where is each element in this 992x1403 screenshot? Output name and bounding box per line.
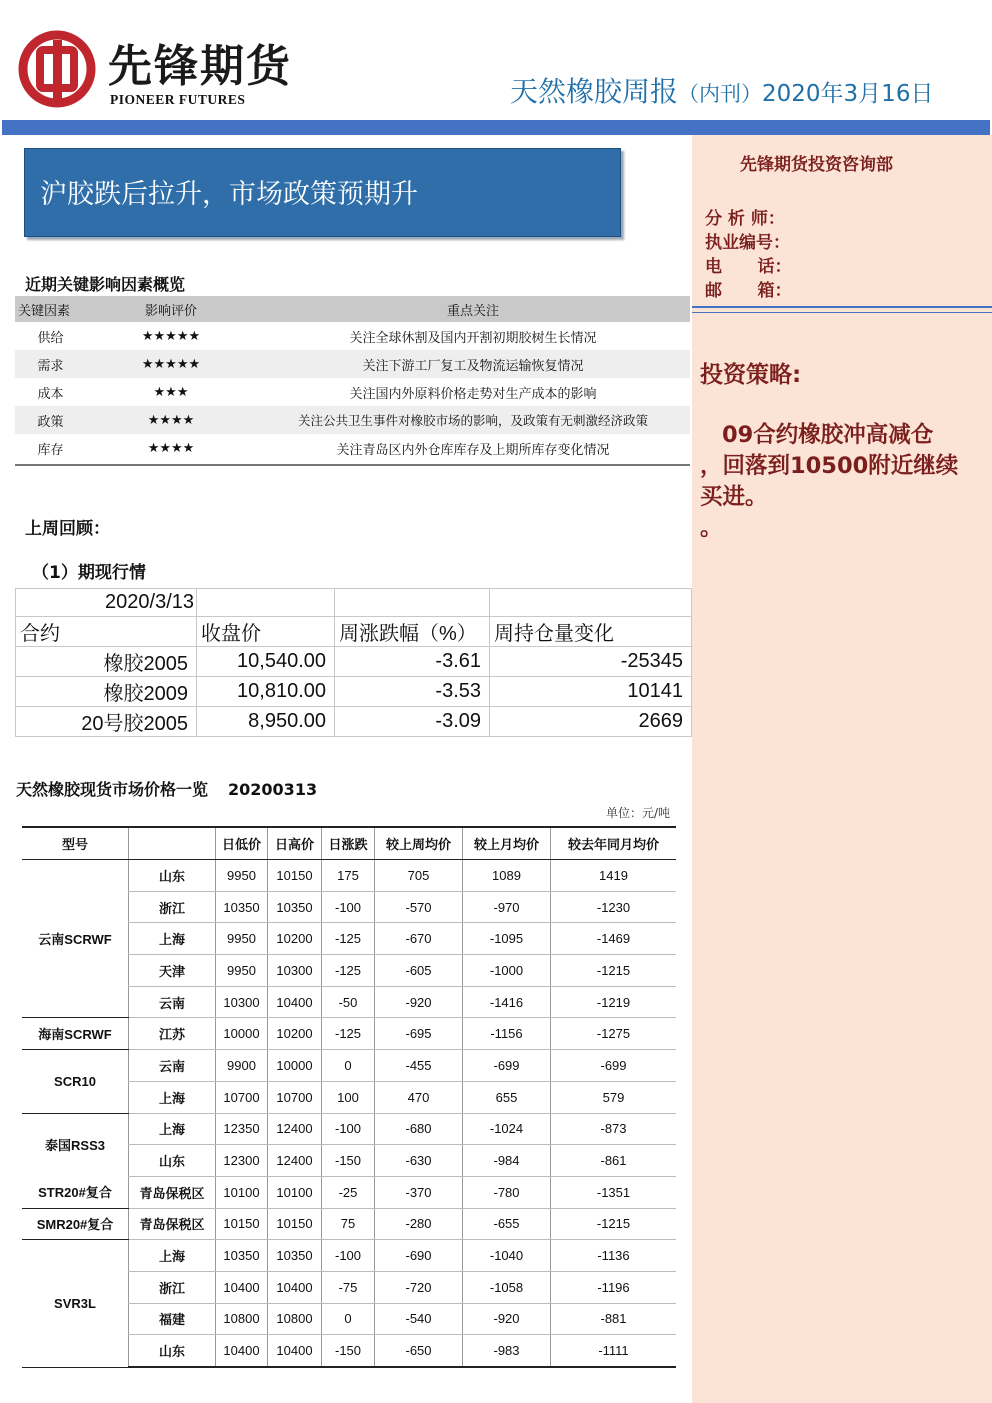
spot-low: 10400: [216, 1335, 268, 1367]
logo-wordmark-en: PIONEER FUTURES: [110, 92, 246, 107]
spot-vs-year: -1111: [551, 1335, 677, 1367]
spot-vs-week: -720: [375, 1271, 463, 1303]
spot-low: 10350: [216, 891, 268, 923]
spot-header-cell: 型号: [22, 827, 129, 860]
spot-change: 75: [322, 1208, 375, 1240]
quotes-date: 2020/3/13: [16, 589, 197, 617]
quotes-row: [16, 647, 692, 677]
spot-location: 青岛保税区: [129, 1176, 216, 1208]
spot-high: 12400: [268, 1113, 322, 1145]
spot-low: 10400: [216, 1271, 268, 1303]
factors-header-cell: 关键因素: [15, 296, 86, 322]
spot-vs-year: -1275: [551, 1018, 677, 1050]
sidebar-divider: [692, 306, 992, 308]
spot-vs-month: -655: [463, 1208, 551, 1240]
spot-change: -150: [322, 1145, 375, 1177]
spot-high: 10800: [268, 1303, 322, 1335]
spot-vs-month: -1416: [463, 986, 551, 1018]
factor-rating: ★★★★★: [141, 328, 201, 344]
quotes-change-pct: -3.61: [335, 647, 490, 677]
spot-vs-month: -1024: [463, 1113, 551, 1145]
spot-vs-year: -873: [551, 1113, 677, 1145]
spot-high: 12400: [268, 1145, 322, 1177]
spot-vs-month: -699: [463, 1050, 551, 1082]
factors-row: [15, 434, 690, 462]
spot-vs-week: -680: [375, 1113, 463, 1145]
spot-high: 10400: [268, 986, 322, 1018]
spot-change: -125: [322, 923, 375, 955]
spot-vs-week: -370: [375, 1176, 463, 1208]
spot-vs-week: 470: [375, 1081, 463, 1113]
spot-header-cell: 日低价: [216, 827, 268, 860]
factor-focus: 关注全球休割及国内开割初期胶树生长情况: [349, 330, 597, 346]
spot-location: 上海: [129, 923, 216, 955]
strategy-line: 。: [700, 515, 723, 541]
spot-change: 0: [322, 1303, 375, 1335]
strategy-line: 买进。: [700, 484, 768, 510]
spot-vs-week: -650: [375, 1335, 463, 1367]
factor-rating: ★★★★★: [86, 350, 256, 378]
spot-location: 天津: [129, 955, 216, 987]
quotes-oi-change: -25345: [490, 647, 692, 677]
spot-row: [22, 1208, 676, 1240]
quotes-empty-cell: [335, 589, 490, 617]
spot-vs-month: -920: [463, 1303, 551, 1335]
factor-rating: ★★★★: [86, 406, 256, 434]
spot-vs-year: -1351: [551, 1176, 677, 1208]
quotes-change-pct: -3.09: [335, 707, 490, 737]
factor-name: 需求: [15, 350, 86, 378]
spot-low: 10300: [216, 986, 268, 1018]
spot-change: -100: [322, 891, 375, 923]
spot-low: 10000: [216, 1018, 268, 1050]
spot-vs-week: 705: [375, 860, 463, 892]
spot-row: [22, 1176, 676, 1208]
factors-table: [15, 296, 690, 462]
spot-unit-label: 单位：元/吨: [606, 806, 671, 820]
quotes-close: 10,540.00: [197, 647, 335, 677]
spot-vs-month: 655: [463, 1081, 551, 1113]
quotes-oi-change: 2669: [490, 707, 692, 737]
spot-vs-week: -605: [375, 955, 463, 987]
spot-grade: SMR20#复合: [22, 1208, 129, 1240]
spot-high: 10000: [268, 1050, 322, 1082]
spot-change: -125: [322, 955, 375, 987]
spot-high: 10400: [268, 1271, 322, 1303]
quotes-table: [15, 588, 692, 737]
spot-vs-year: -1136: [551, 1240, 677, 1272]
spot-low: 9900: [216, 1050, 268, 1082]
spot-vs-month: -1040: [463, 1240, 551, 1272]
factors-row: [15, 406, 690, 434]
spot-low: 9950: [216, 860, 268, 892]
spot-low: 9950: [216, 955, 268, 987]
spot-change: -75: [322, 1271, 375, 1303]
strategy-line: 09合约橡胶冲高减仓: [722, 422, 934, 448]
spot-vs-month: -984: [463, 1145, 551, 1177]
spot-change: -150: [322, 1335, 375, 1367]
spot-change: -100: [322, 1113, 375, 1145]
department-name: 先锋期货投资咨询部: [740, 155, 893, 175]
spot-vs-year: -1196: [551, 1271, 677, 1303]
spot-vs-month: -983: [463, 1335, 551, 1367]
spot-grade: 泰国RSS3: [45, 1138, 105, 1154]
spot-vs-year: -1215: [551, 955, 677, 987]
factors-title: 近期关键影响因素概览: [25, 275, 186, 294]
factor-rating: ★★★★: [147, 440, 195, 456]
report-title-sub: （内刊）: [678, 82, 763, 106]
spot-change: 0: [322, 1050, 375, 1082]
quotes-date-row: [16, 589, 692, 617]
spot-header-row: [22, 827, 676, 860]
factors-header-cell: 重点关注: [256, 296, 690, 322]
quotes-contract: 橡胶2005: [16, 647, 197, 677]
spot-header-cell: 日涨跌: [322, 827, 375, 860]
spot-location: 浙江: [129, 891, 216, 923]
factor-name: 成本: [37, 386, 64, 402]
spot-location: 浙江: [129, 1271, 216, 1303]
quotes-header-cell: 周持仓量变化: [490, 617, 692, 647]
quotes-empty-cell: [197, 589, 335, 617]
factor-focus: 关注公共卫生事件对橡胶市场的影响，及政策有无刺激经济政策: [256, 406, 690, 434]
factor-name: 政策: [15, 406, 86, 434]
spot-change: -25: [322, 1176, 375, 1208]
spot-row: [22, 860, 676, 892]
quotes-oi-change: 10141: [490, 677, 692, 707]
spot-header-cell: 较上月均价: [463, 827, 551, 860]
strategy-heading: 投资策略:: [700, 362, 802, 388]
spot-header-cell: 较上周均价: [375, 827, 463, 860]
spot-header-cell: 日高价: [268, 827, 322, 860]
spot-title: [16, 777, 317, 800]
spot-row: [22, 1018, 676, 1050]
spot-high: 10200: [268, 1018, 322, 1050]
quotes-change-pct: -3.53: [335, 677, 490, 707]
headline-text: 沪胶跌后拉升，市场政策预期升: [40, 179, 418, 210]
spot-vs-year: 1419: [551, 860, 677, 892]
spot-high: 10700: [268, 1081, 322, 1113]
quotes-close: 8,950.00: [197, 707, 335, 737]
sidebar-divider-thin: [692, 312, 992, 313]
spot-change: 100: [322, 1081, 375, 1113]
spot-vs-week: -670: [375, 923, 463, 955]
factor-name: 供给: [37, 330, 64, 346]
report-title-main: 天然橡胶周报: [510, 75, 679, 108]
quotes-contract: 橡胶2009: [16, 677, 197, 707]
quotes-header-cell: 合约: [16, 617, 197, 647]
spot-low: 12300: [216, 1145, 268, 1177]
spot-location: 青岛保税区: [129, 1208, 216, 1240]
spot-high: 10300: [268, 955, 322, 987]
logo-mark-icon: [18, 28, 96, 110]
contact-analyst: 分 析 师：: [705, 209, 785, 229]
spot-vs-year: 579: [551, 1081, 677, 1113]
factor-focus: 关注青岛区内外仓库库存及上期所库存变化情况: [336, 442, 610, 458]
spot-high: 10350: [268, 1240, 322, 1272]
spot-vs-year: -1215: [551, 1208, 677, 1240]
spot-location: 山东: [129, 1145, 216, 1177]
factors-row: [15, 322, 690, 350]
spot-change: -100: [322, 1240, 375, 1272]
spot-high: 10200: [268, 923, 322, 955]
quotes-header-cell: 收盘价: [197, 617, 335, 647]
spot-vs-week: -540: [375, 1303, 463, 1335]
spot-location: 上海: [129, 1113, 216, 1145]
quotes-row: [16, 707, 692, 737]
factor-name: 库存: [37, 442, 64, 458]
spot-price-table: [22, 826, 676, 1368]
spot-vs-month: -970: [463, 891, 551, 923]
spot-low: 10100: [216, 1176, 268, 1208]
spot-location: 云南: [129, 1050, 216, 1082]
spot-vs-month: -1095: [463, 923, 551, 955]
factors-row: [15, 378, 690, 406]
spot-row: [22, 1240, 676, 1272]
spot-row: [22, 1050, 676, 1082]
spot-vs-week: -455: [375, 1050, 463, 1082]
quotes-contract: 20号胶2005: [16, 707, 197, 737]
spot-low: 10800: [216, 1303, 268, 1335]
factor-focus: 关注国内外原料价格走势对生产成本的影响: [349, 386, 597, 402]
spot-vs-year: -699: [551, 1050, 677, 1082]
spot-low: 12350: [216, 1113, 268, 1145]
contact-phone: 电 话：: [705, 257, 792, 277]
factors-header-cell: 影响评价: [86, 296, 256, 322]
factors-table-bottom-rule: [15, 464, 690, 466]
logo-wordmark-cn: 先锋期货: [108, 41, 292, 92]
spot-high: 10100: [268, 1176, 322, 1208]
spot-grade: 云南SCRWF: [22, 860, 129, 1018]
spot-title-date: 20200313: [228, 780, 318, 799]
spot-high: 10150: [268, 860, 322, 892]
spot-vs-month: -1000: [463, 955, 551, 987]
spot-high: 10350: [268, 891, 322, 923]
strategy-line: ，回落到10500附近继续: [700, 453, 959, 479]
quotes-row: [16, 677, 692, 707]
spot-vs-month: -1058: [463, 1271, 551, 1303]
header-divider-bar: [2, 120, 990, 135]
contact-license: 执业编号：: [705, 233, 790, 253]
spot-grade: SCR10: [22, 1050, 129, 1113]
factors-row: [15, 350, 690, 378]
spot-vs-week: -630: [375, 1145, 463, 1177]
spot-vs-year: -1219: [551, 986, 677, 1018]
spot-header-cell: 较去年同月均价: [551, 827, 677, 860]
report-date: 2020年3月16日: [762, 81, 934, 107]
spot-location: 上海: [129, 1081, 216, 1113]
spot-location: 江苏: [129, 1018, 216, 1050]
spot-grade: STR20#复合: [22, 1176, 129, 1208]
contact-email: 邮 箱：: [705, 281, 792, 301]
spot-change: -125: [322, 1018, 375, 1050]
spot-vs-week: -690: [375, 1240, 463, 1272]
spot-vs-month: 1089: [463, 860, 551, 892]
spot-vs-year: -881: [551, 1303, 677, 1335]
spot-low: 10700: [216, 1081, 268, 1113]
spot-vs-week: -570: [375, 891, 463, 923]
spot-vs-month: -780: [463, 1176, 551, 1208]
spot-vs-month: -1156: [463, 1018, 551, 1050]
review-title: 上周回顾：: [25, 519, 110, 539]
spot-low: 9950: [216, 923, 268, 955]
spot-vs-year: -1469: [551, 923, 677, 955]
spot-vs-year: -861: [551, 1145, 677, 1177]
quotes-header-row: [16, 617, 692, 647]
sidebar-panel: [692, 135, 992, 1403]
spot-location: 云南: [129, 986, 216, 1018]
spot-location: 山东: [129, 1335, 216, 1367]
strategy-text: [700, 420, 985, 544]
spot-row: [22, 1113, 676, 1145]
factors-header-row: [15, 296, 690, 322]
spot-vs-year: -1230: [551, 891, 677, 923]
spot-location: 上海: [129, 1240, 216, 1272]
spot-high: 10150: [268, 1208, 322, 1240]
quotes-title: （1）期现行情: [32, 563, 146, 583]
quotes-empty-cell: [490, 589, 692, 617]
spot-location: 山东: [129, 860, 216, 892]
spot-vs-week: -280: [375, 1208, 463, 1240]
spot-low: 10350: [216, 1240, 268, 1272]
factor-focus: 关注下游工厂复工及物流运输恢复情况: [256, 350, 690, 378]
spot-header-cell: [129, 827, 216, 860]
quotes-close: 10,810.00: [197, 677, 335, 707]
spot-title-text: 天然橡胶现货市场价格一览: [16, 780, 209, 799]
spot-vs-week: -920: [375, 986, 463, 1018]
spot-high: 10400: [268, 1335, 322, 1367]
factor-rating: ★★★: [153, 384, 189, 400]
report-title: [510, 70, 933, 110]
spot-change: 175: [322, 860, 375, 892]
spot-grade: 海南SCRWF: [22, 1018, 129, 1050]
spot-change: -50: [322, 986, 375, 1018]
spot-low: 10150: [216, 1208, 268, 1240]
spot-location: 福建: [129, 1303, 216, 1335]
spot-vs-week: -695: [375, 1018, 463, 1050]
quotes-header-cell: 周涨跌幅（%）: [335, 617, 490, 647]
spot-grade: SVR3L: [22, 1240, 129, 1367]
